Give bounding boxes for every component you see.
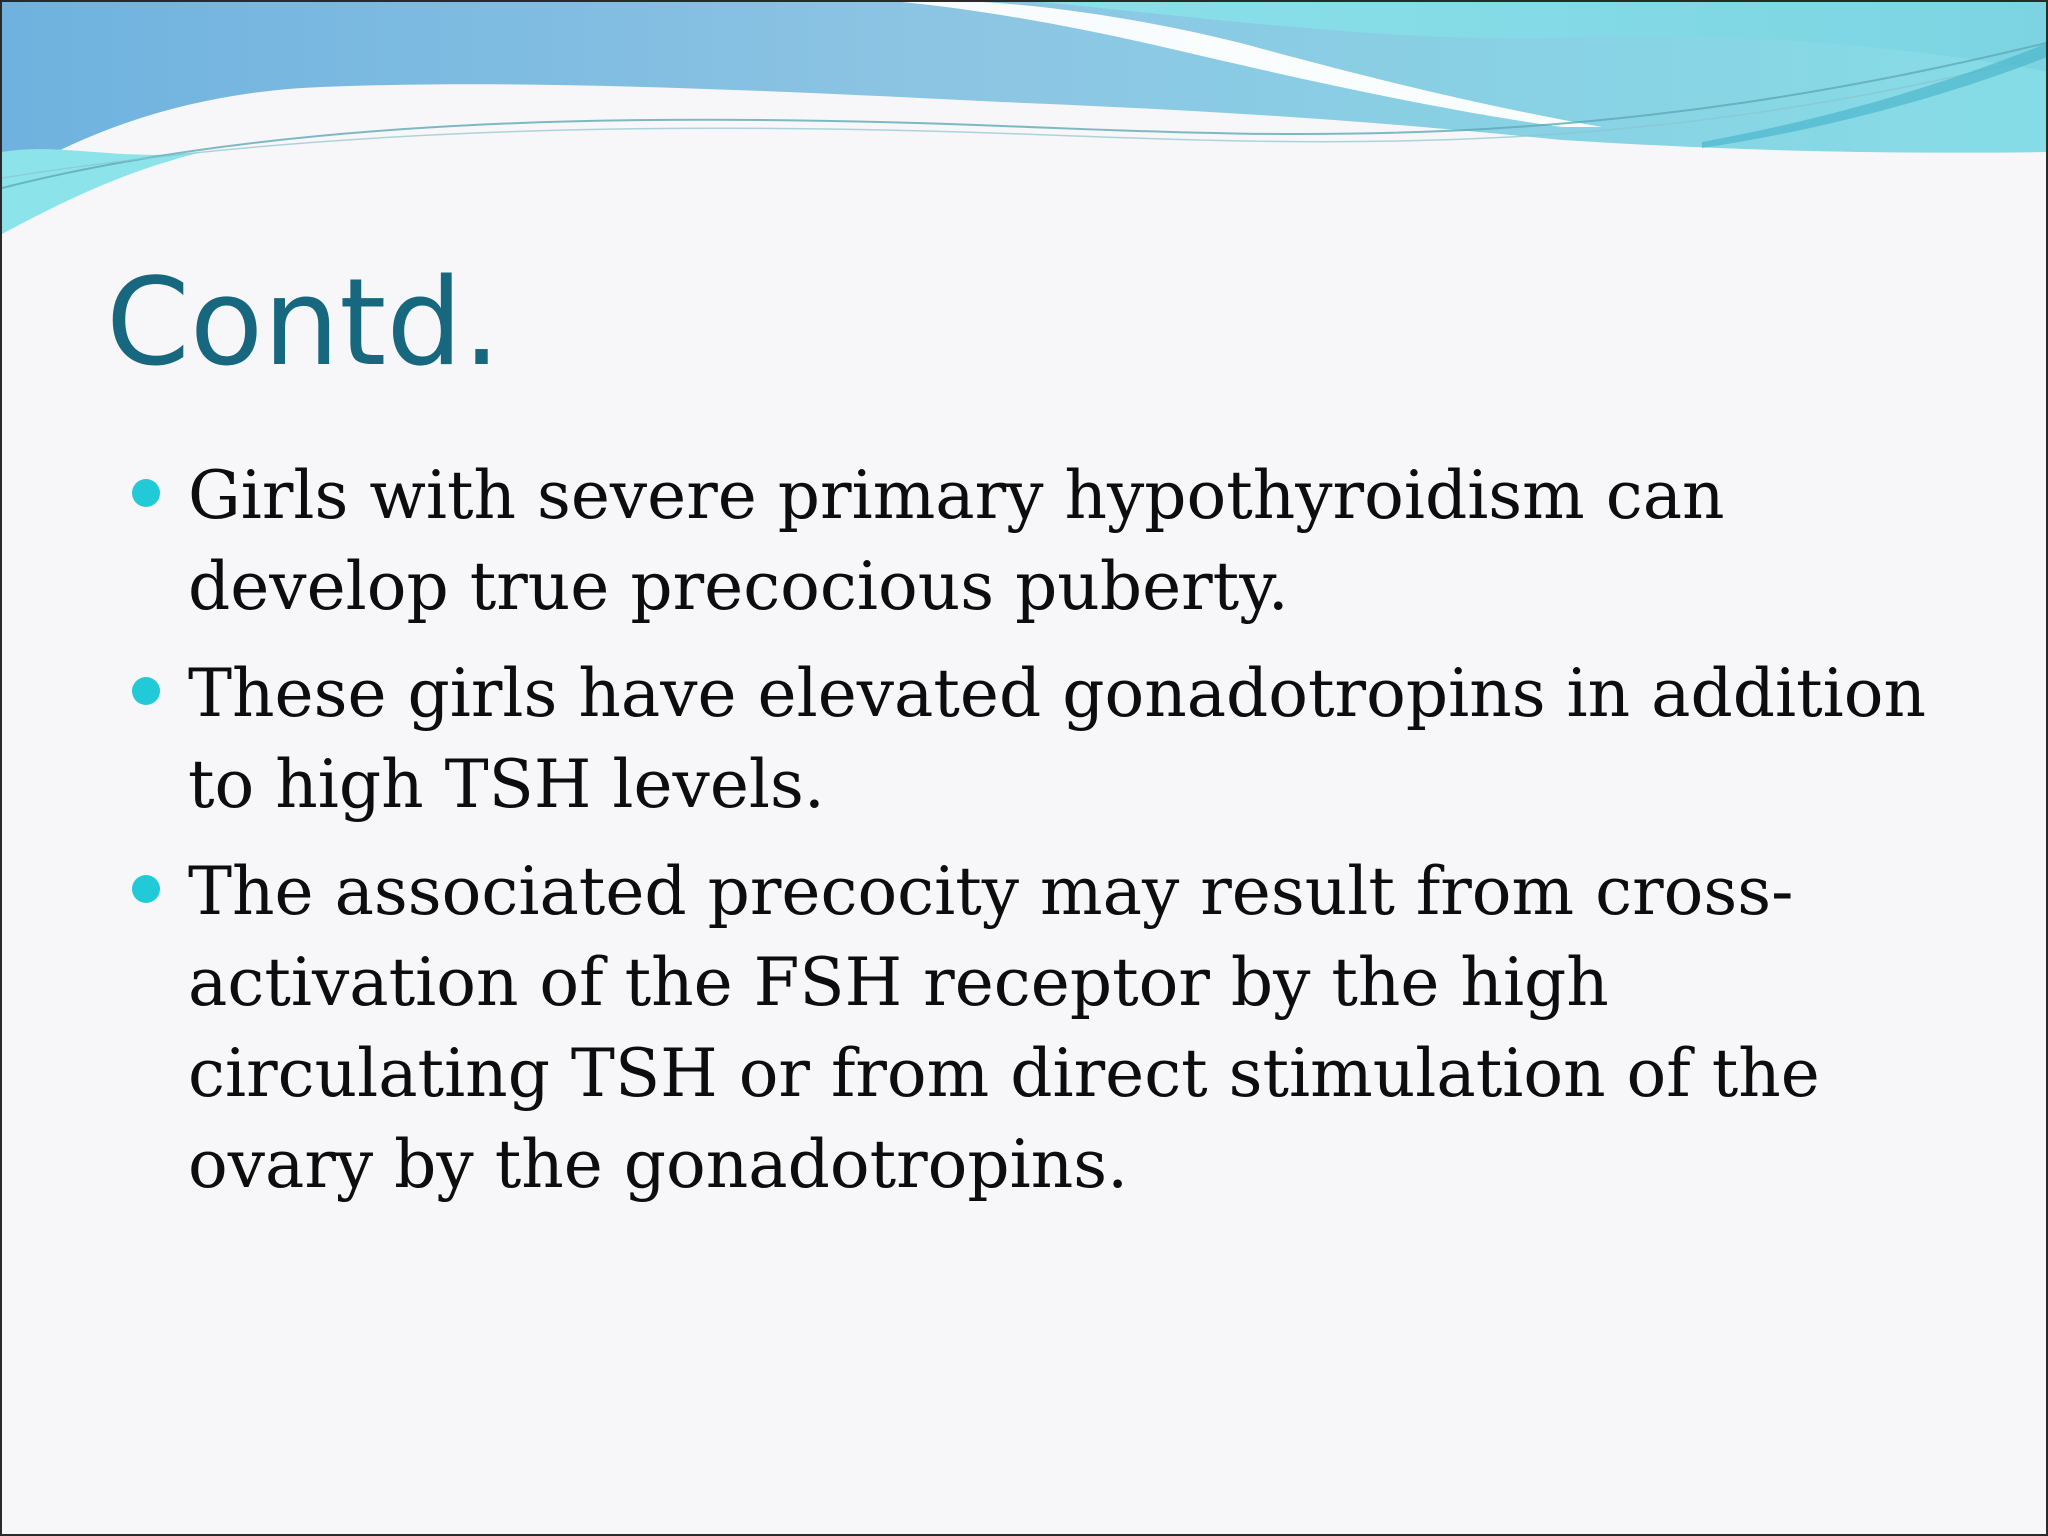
bullet-list — [128, 450, 1958, 1226]
bullet-dot-icon — [132, 677, 160, 705]
bullet-dot-icon — [132, 875, 160, 903]
slide-title: Contd. — [106, 254, 501, 393]
wave-accent-left — [2, 149, 202, 234]
bullet-text: Girls with severe primary hypothyroidism can develop true precocious puberty. — [188, 457, 1725, 625]
bullet-text: These girls have elevated gonadotropins in addition to high TSH levels. — [188, 655, 1926, 823]
bullet-item — [128, 846, 1958, 1210]
header-wave-decoration — [2, 2, 2048, 242]
bullet-dot-icon — [132, 479, 160, 507]
bullet-item — [128, 648, 1958, 830]
bullet-text: The associated precocity may result from cross-activation of the FSH receptor by the high circulating TSH or from direct stimulation of the ovary by the gonadotropins. — [188, 853, 1820, 1203]
bullet-item — [128, 450, 1958, 632]
